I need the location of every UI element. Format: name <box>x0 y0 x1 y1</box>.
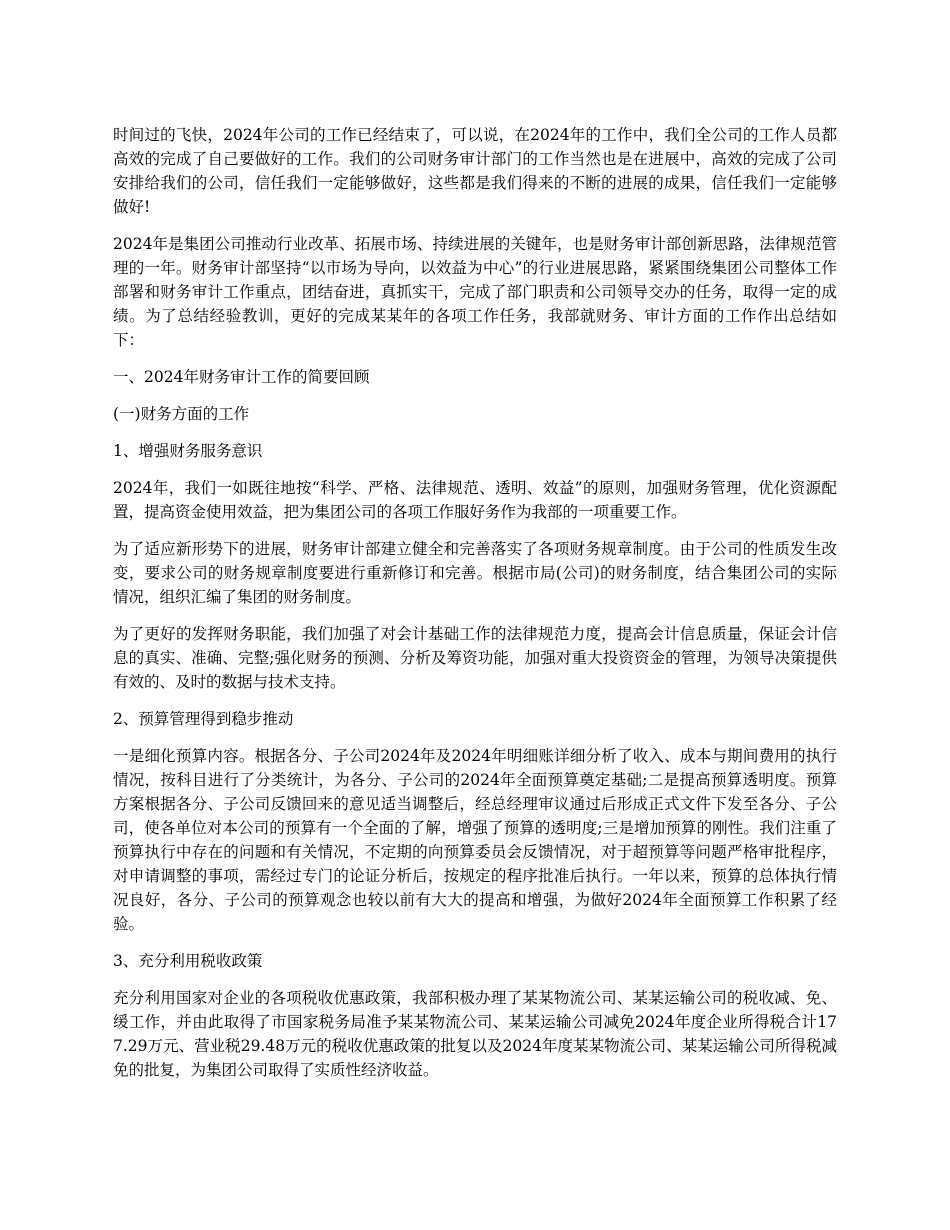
intro-paragraph: 时间过的飞快，2024年公司的工作已经结束了，可以说，在2024年的工作中，我们全公司的工作人员都高效的完成了自己要做好的工作。我们的公司财务审计部门的工作当然也是在进展中，高效的完成了公司安排给我们的公司，信任我们一定能够做好，这些都是我们得来的不断的进展的成果，信任我们一定能够做好! <box>113 126 837 216</box>
tax-paragraph: 充分利用国家对企业的各项税收优惠政策，我部积极办理了某某物流公司、某某运输公司的税收减、免、缓工作，并由此取得了市国家税务局准予某某物流公司、某某运输公司减免2024年度企业所得税合计177.29万元、营业税29.48万元的税收优惠政策的批复以及2024年度某某物流公司、某某运输公司所得税减免的批复，为集团公司取得了实质性经济收益。 <box>113 989 837 1079</box>
service-paragraph-3: 为了更好的发挥财务职能，我们加强了对会计基础工作的法律规范力度，提高会计信息质量，保证会计信息的真实、准确、完整;强化财务的预测、分析及筹资功能，加强对重大投资资金的管理，为领导决策提供有效的、及时的数据与技术支持。 <box>113 625 837 691</box>
service-paragraph-2: 为了适应新形势下的进展，财务审计部建立健全和完善落实了各项财务规章制度。由于公司的性质发生改变，要求公司的财务规章制度要进行重新修订和完善。根据市局(公司)的财务制度，结合集团公司的实际情况，组织汇编了集团的财务制度。 <box>113 540 837 606</box>
section-heading-review: 一、2024年财务审计工作的简要回顾 <box>113 368 370 386</box>
subsection-heading-finance: (一)财务方面的工作 <box>113 405 250 423</box>
overview-paragraph: 2024年是集团公司推动行业改革、拓展市场、持续进展的关键年，也是财务审计部创新思路，法律规范管理的一年。财务审计部坚持“以市场为导向，以效益为中心”的行业进展思路，紧紧围绕集团公司整体工作部署和财务审计工作重点，团结奋进，真抓实干，完成了部门职责和公司领导交办的任务，取得一定的成绩。为了总结经验教训，更好的完成某某年的各项工作任务，我部就财务、审计方面的工作作出总结如下： <box>113 235 837 349</box>
document-page <box>113 123 837 1095</box>
item-heading-service: 1、增强财务服务意识 <box>113 442 263 460</box>
service-paragraph-1: 2024年，我们一如既往地按“科学、严格、法律规范、透明、效益”的原则，加强财务管理，优化资源配置，提高资金使用效益，把为集团公司的各项工作服好务作为我部的一项重要工作。 <box>113 479 837 521</box>
item-heading-budget: 2、预算管理得到稳步推动 <box>113 710 294 728</box>
budget-paragraph: 一是细化预算内容。根据各分、子公司2024年及2024年明细账详细分析了收入、成本与期间费用的执行情况，按科目进行了分类统计，为各分、子公司的2024年全面预算奠定基础;二是提高预算透明度。预算方案根据各分、子公司反馈回来的意见适当调整后，经总经理审议通过后形成正式文件下发至各分、子公司，使各单位对本公司的预算有一个全面的了解，增强了预算的透明度;三是增加预算的刚性。我们注重了预算执行中存在的问题和有关情况，不定期的向预算委员会反馈情况，对于超预算等问题严格审批程序，对申请调整的事项，需经过专门的论证分析后，按规定的程序批准后执行。一年以来，预算的总体执行情况良好，各分、子公司的预算观念也较以前有大大的提高和增强，为做好2024年全面预算工作积累了经验。 <box>113 747 837 933</box>
item-heading-tax: 3、充分利用税收政策 <box>113 952 263 970</box>
